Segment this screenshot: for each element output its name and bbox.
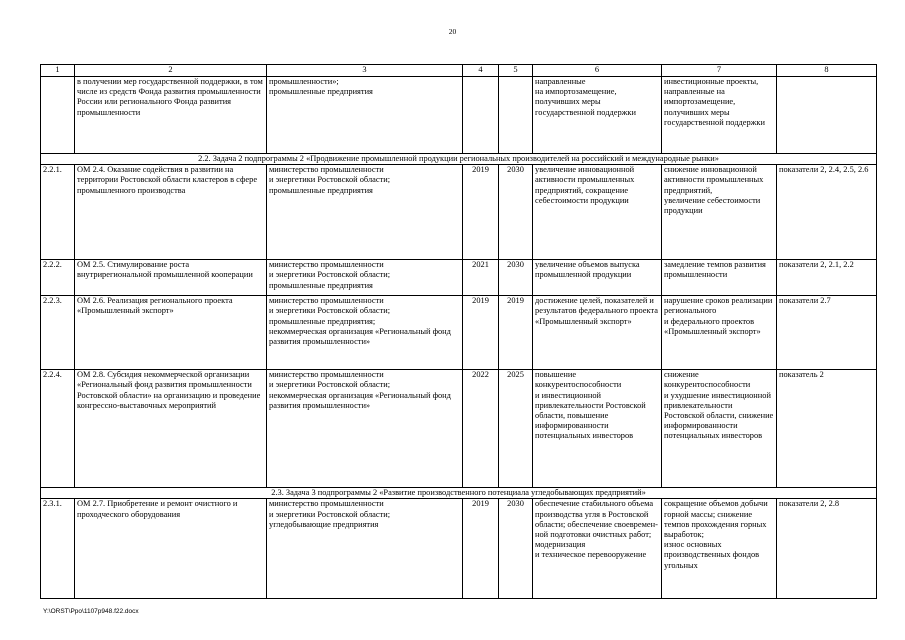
cell-name: в получении мер государственной поддержки, в том числе из средств Фонда развития промышленности России или регионального Фонда развития промышленности — [75, 77, 267, 154]
table-row — [41, 165, 877, 260]
cell-indicator: показатели 2, 2.4, 2.5, 2.6 — [777, 165, 877, 260]
file-path-footer: Y:\ORST\Ppo\1107p948.f22.docx — [43, 608, 139, 615]
cell-num: 2.2.3. — [41, 296, 75, 370]
table-row — [41, 499, 877, 599]
cell-consequence: инвестиционные проекты, направленные на импортозамещение, получивших меры государственной поддержки — [662, 77, 777, 154]
cell-result: увеличение инновационной активности промышленных предприятий, сокращение себестоимости продукции — [533, 165, 662, 260]
section-rows — [41, 499, 877, 599]
cell-consequence: сокращение объемов добычи горной массы; снижение темпов прохождения горных выработок; износ основных производственных фондов угольных — [662, 499, 777, 599]
cell-end: 2025 — [499, 370, 533, 488]
column-numbers-row — [41, 65, 877, 77]
cell-start: 2021 — [463, 260, 499, 296]
cell-name: ОМ 2.6. Реализация регионального проекта «Промышленный экспорт» — [75, 296, 267, 370]
cell-end: 2030 — [499, 499, 533, 599]
table-row — [41, 296, 877, 370]
cell-result: повышение конкурентоспособности и инвестиционной привлекательности Ростовской области, повышение информированности потенциальных инвесторов — [533, 370, 662, 488]
section-rows — [41, 165, 877, 488]
cell-consequence: замедление темпов развития промышленности — [662, 260, 777, 296]
cell-result: достижение целей, показателей и результатов федерального проекта «Промышленный экспорт» — [533, 296, 662, 370]
cell-indicator: показатели 2, 2.8 — [777, 499, 877, 599]
col-header: 6 — [533, 65, 662, 77]
section-title: 2.3. Задача 3 подпрограммы 2 «Развитие производственного потенциала угледобывающих предприятий» — [41, 488, 877, 499]
measures-table — [40, 64, 877, 599]
cell-exec: министерство промышленности и энергетики Ростовской области; промышленные предприятия — [267, 260, 463, 296]
cell-name: ОМ 2.7. Приобретение и ремонт очистного и проходческого оборудования — [75, 499, 267, 599]
cell-result: обеспечение стабильного объема производства угля в Ростовской области; обеспечение своевремен-ной подготовки очистных работ; модернизация и техническое перевооружение — [533, 499, 662, 599]
col-header: 8 — [777, 65, 877, 77]
cell-end: 2030 — [499, 165, 533, 260]
cell-indicator: показатель 2 — [777, 370, 877, 488]
cell-num — [41, 77, 75, 154]
cell-name: ОМ 2.8. Субсидия некоммерческой организации «Региональный фонд развития промышленности Ростовской области» на организацию и проведение конгрессно-выставочных мероприятий — [75, 370, 267, 488]
cell-exec: министерство промышленности и энергетики Ростовской области; некоммерческая организация «Региональный фонд развития промышленности» — [267, 370, 463, 488]
cell-exec: министерство промышленности и энергетики Ростовской области; промышленные предприятия — [267, 165, 463, 260]
cell-result: увеличение объемов выпуска промышленной продукции — [533, 260, 662, 296]
table-row — [41, 77, 877, 154]
cell-num: 2.2.2. — [41, 260, 75, 296]
cell-start: 2019 — [463, 165, 499, 260]
col-header: 5 — [499, 65, 533, 77]
section-row — [41, 488, 877, 499]
cell-exec: министерство промышленности и энергетики Ростовской области; угледобывающие предприятия — [267, 499, 463, 599]
cell-consequence: нарушение сроков реализации регионального и федерального проектов «Промышленный экспорт» — [662, 296, 777, 370]
col-header: 4 — [463, 65, 499, 77]
col-header: 7 — [662, 65, 777, 77]
cell-exec: министерство промышленности и энергетики Ростовской области; промышленные предприятия; некоммерческая организация «Региональный фонд развития промышленности» — [267, 296, 463, 370]
cell-start: 2019 — [463, 296, 499, 370]
cell-end: 2019 — [499, 296, 533, 370]
cell-start: 2022 — [463, 370, 499, 488]
cell-num: 2.2.4. — [41, 370, 75, 488]
cell-start: 2019 — [463, 499, 499, 599]
page-number: 20 — [448, 27, 457, 36]
cell-end: 2030 — [499, 260, 533, 296]
cell-num: 2.2.1. — [41, 165, 75, 260]
section-title: 2.2. Задача 2 подпрограммы 2 «Продвижение промышленной продукции региональных производителей на российский и международные рынки» — [41, 154, 877, 165]
cell-exec: промышленности»; промышленные предприятия — [267, 77, 463, 154]
cell-num: 2.3.1. — [41, 499, 75, 599]
cell-indicator: показатели 2, 2.1, 2.2 — [777, 260, 877, 296]
cell-indicator: показатели 2.7 — [777, 296, 877, 370]
cell-result: направленные на импортозамещение, получивших меры государственной поддержки — [533, 77, 662, 154]
col-header: 3 — [267, 65, 463, 77]
section-row — [41, 154, 877, 165]
cell-consequence: снижение инновационной активности промышленных предприятий, увеличение себестоимости продукции — [662, 165, 777, 260]
col-header: 1 — [41, 65, 75, 77]
cell-name: ОМ 2.4. Оказание содействия в развитии на территории Ростовской области кластеров в сфере промышленного производства — [75, 165, 267, 260]
table-row — [41, 370, 877, 488]
cell-consequence: снижение конкурентоспособности и ухудшение инвестиционной привлекательности Ростовской области, снижение информированности потенциальных инвесторов — [662, 370, 777, 488]
cell-name: ОМ 2.5. Стимулирование роста внутрирегиональной промышленной кооперации — [75, 260, 267, 296]
col-header: 2 — [75, 65, 267, 77]
table-row — [41, 260, 877, 296]
